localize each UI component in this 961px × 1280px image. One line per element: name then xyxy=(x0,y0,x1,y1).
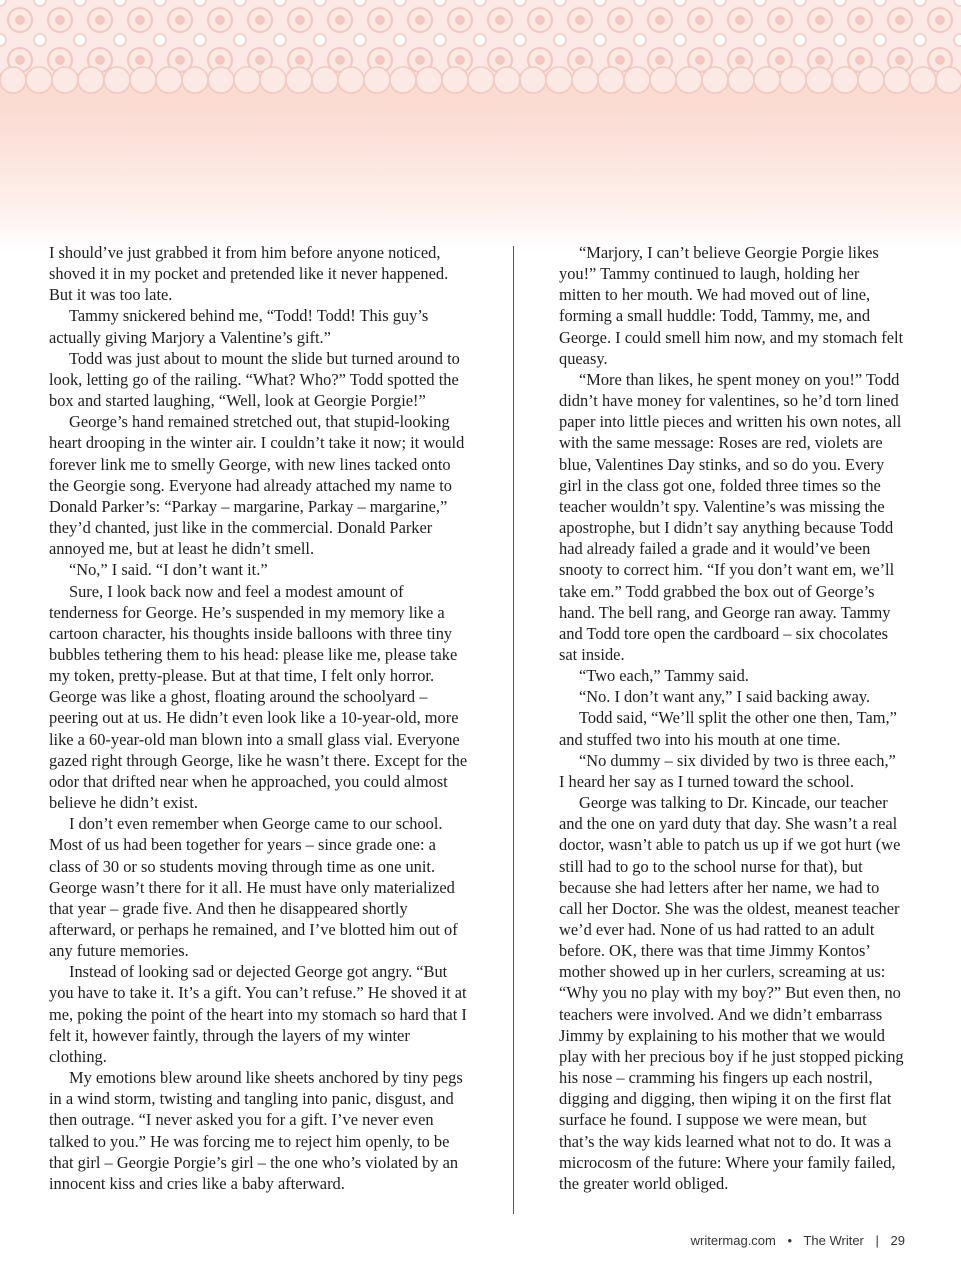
lace-scallop xyxy=(156,67,182,93)
lace-scallop xyxy=(780,67,806,93)
lace-scallop xyxy=(338,67,364,93)
lace-scallop xyxy=(832,67,858,93)
lace-scallop xyxy=(260,67,286,93)
lace-scallop xyxy=(910,67,936,93)
article-column-left xyxy=(49,242,471,1194)
paragraph: Instead of looking sad or dejected George got angry. “But you have to take it. It’s a gift. You can’t refuse.” He shoved it at me, poking the point of the heart into my stomach so hard that I felt it, however faintly, through the layers of my winter clothing. xyxy=(49,962,467,1066)
lace-scallop xyxy=(520,67,546,93)
lace-scallop xyxy=(0,67,26,93)
paragraph: “More than likes, he spent money on you!” Todd didn’t have money for valentines, so he’d torn lined paper into little pieces and written his own notes, all with the same message: Roses are red, violets are blue, Valentines Day stinks, and so do you. Every girl in the class got one, folded three times so the teacher wouldn’t spy. Valentine’s was missing the apostrophe, but I didn’t say anything because Todd had already failed a grade and it would’ve been snooty to correct him. “If you don’t want em, we’ll take em.” Todd grabbed the box out of George’s hand. The bell rang, and George ran away. Tammy and Todd tore open the cardboard – six chocolates sat inside. xyxy=(559,369,902,664)
paragraph: Todd was just about to mount the slide but turned around to look, letting go of the railing. “What? Who?” Todd spotted the box and started laughing, “Well, look at Georgie Porgie!” xyxy=(49,348,460,411)
page-footer xyxy=(691,1233,905,1248)
footer-site-link[interactable]: writermag.com xyxy=(690,1233,776,1248)
paragraph: Sure, I look back now and feel a modest amount of tenderness for George. He’s suspended in my memory like a cartoon character, his thoughts inside balloons with three tiny bubbles tethering them to his head: please like me, please take my token, pretty-please. But at that time, I felt only horror. George was like a ghost, floating around the schoolyard – peering out at us. He didn’t even look like a 10-year-old, more like a 60-year-old man blown into a small glass vial. Everyone gazed right through George, like he wasn’t there. Except for the odor that drifted near when he approached, you could almost believe he didn’t exist. xyxy=(49,581,468,813)
paragraph: I should’ve just grabbed it from him before anyone noticed, shoved it in my pocket and pretended like it never happened. But it was too late. xyxy=(49,243,449,305)
lace-scallop xyxy=(286,67,312,93)
lace-scallop xyxy=(26,67,52,93)
paragraph: “No,” I said. “I don’t want it.” xyxy=(69,560,268,580)
lace-scallop xyxy=(208,67,234,93)
lace-scallop xyxy=(754,67,780,93)
lace-scallop xyxy=(806,67,832,93)
paragraph: “No dummy – six divided by two is three each,” I heard her say as I turned toward the school. xyxy=(559,750,896,791)
lace-scallop xyxy=(598,67,624,93)
lace-scallop xyxy=(572,67,598,93)
paragraph: George’s hand remained stretched out, that stupid-looking heart drooping in the winter air. I couldn’t take it now; it would forever link me to smelly George, with new lines tacked onto the Georgie song. Everyone had already attached my name to Donald Parker’s: “Parkay – margarine, Parkay – margarine,” they’d chanted, just like in the commercial. Donald Parker annoyed me, but at least he didn’t smell. xyxy=(49,412,465,559)
footer-page-number: 29 xyxy=(890,1233,905,1248)
article-column-right xyxy=(559,242,905,1194)
lace-scallop xyxy=(624,67,650,93)
lace-scallop xyxy=(546,67,572,93)
paragraph: I don’t even remember when George came to our school. Most of us had been together for years – since grade one: a class of 30 or so students moving through time as one unit. George wasn’t there for it all. He must have only materialized that year – grade five. And then he disappeared shortly afterward, or perhaps he remained, and I’ve blotted him out of any future memories. xyxy=(49,814,458,961)
lace-border-decoration xyxy=(0,0,961,120)
lace-scallop xyxy=(104,67,130,93)
lace-scallop xyxy=(416,67,442,93)
lace-scallop xyxy=(130,67,156,93)
lace-scallop xyxy=(702,67,728,93)
footer-bullet: • xyxy=(787,1233,793,1248)
lace-scallop xyxy=(52,67,78,93)
lace-scallop xyxy=(676,67,702,93)
footer-magazine-name: The Writer xyxy=(803,1233,864,1248)
lace-scallop xyxy=(364,67,390,93)
footer-divider: | xyxy=(875,1233,879,1248)
lace-scallop xyxy=(234,67,260,93)
lace-scallop xyxy=(728,67,754,93)
paragraph: “Marjory, I can’t believe Georgie Porgie likes you!” Tammy continued to laugh, holding her mitten to her mouth. We had moved out of line, forming a small huddle: Todd, Tammy, me, and George. I could smell him now, and my stomach felt queasy. xyxy=(559,243,904,368)
lace-scallop xyxy=(442,67,468,93)
paragraph: Todd said, “We’ll split the other one then, Tam,” and stuffed two into his mouth at one time. xyxy=(559,708,897,749)
paragraph: My emotions blew around like sheets anchored by tiny pegs in a wind storm, twisting and tangling into panic, disgust, and then outrage. “I never asked you for a gift. I’ve never even talked to you.” He was forcing me to reject him openly, to be that girl – Georgie Porgie’s girl – the one who’s violated by an innocent kiss and cries like a baby afterward. xyxy=(49,1068,463,1193)
paragraph: George was talking to Dr. Kincade, our teacher and the one on yard duty that day. She wasn’t a real doctor, wasn’t able to patch us up if we got hurt (we still had to go to the school nurse for that), but because she had letters after her name, we had to call her Doctor. She was the oldest, meanest teacher we’d ever had. None of us had ratted to an adult before. OK, there was that time Jimmy Kontos’ mother showed up in her curlers, screaming at us: “Why you no play with my boy?” But even then, no teachers were involved. And we didn’t embarrass Jimmy by explaining to his mother that we would play with her precious boy if he just stopped picking his nose – cramming his fingers up each nostril, digging and digging, then wiping it on the first flat surface he found. I suppose we were mean, but that’s the way kids learned what not to do. It was a microcosm of the future: Where your family failed, the greater world obliged. xyxy=(559,793,904,1193)
paragraph: “Two each,” Tammy said. xyxy=(579,666,749,686)
column-divider xyxy=(513,246,514,1214)
lace-scallop xyxy=(884,67,910,93)
lace-scallop xyxy=(78,67,104,93)
paragraph: “No. I don’t want any,” I said backing away. xyxy=(579,687,871,707)
lace-scallop xyxy=(494,67,520,93)
lace-scallop xyxy=(936,67,961,93)
lace-scallop xyxy=(650,67,676,93)
lace-scallop xyxy=(312,67,338,93)
lace-scallop xyxy=(858,67,884,93)
lace-scallop xyxy=(182,67,208,93)
lace-scallop xyxy=(468,67,494,93)
paragraph: Tammy snickered behind me, “Todd! Todd! This guy’s actually giving Marjory a Valentine’s gift.” xyxy=(49,306,429,347)
lace-scallop xyxy=(390,67,416,93)
